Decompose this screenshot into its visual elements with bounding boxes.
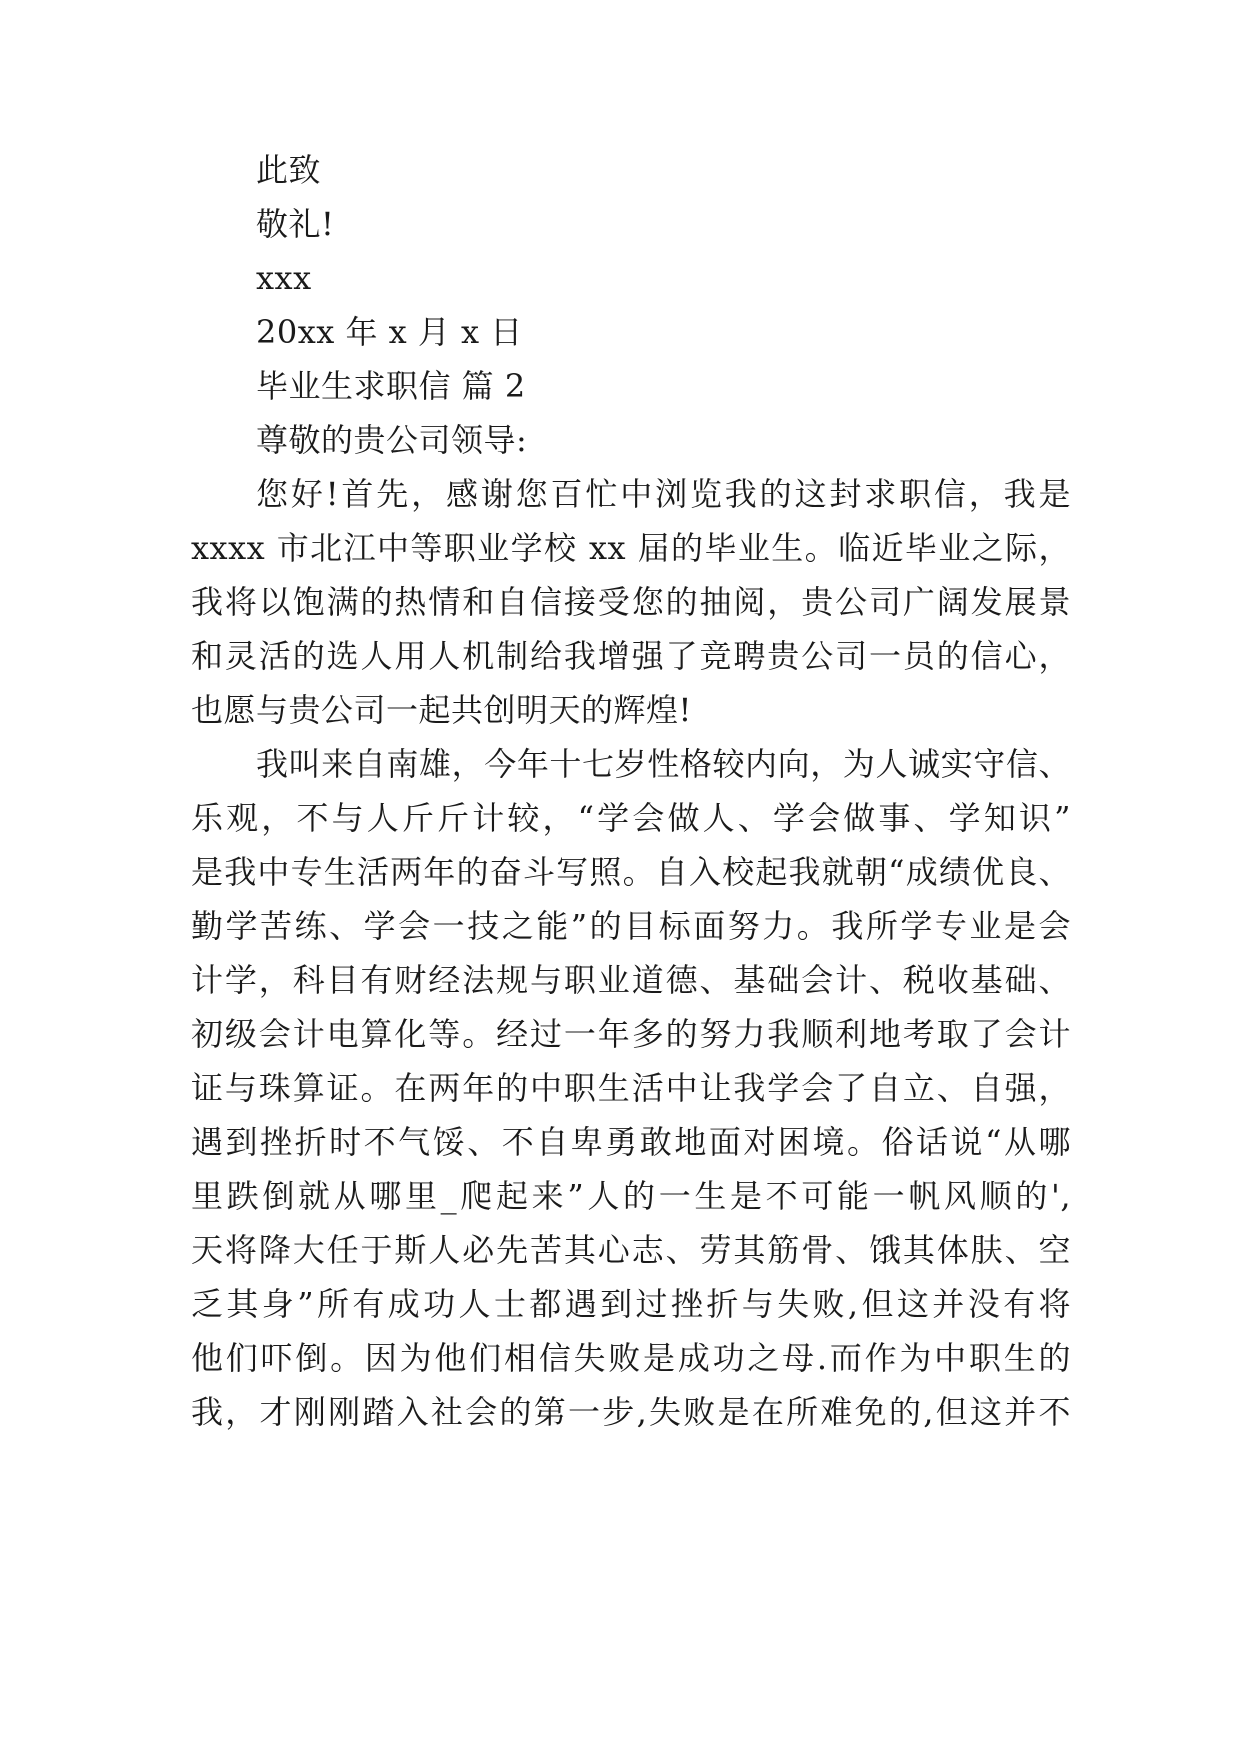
- closing-salutation-2: 敬礼!: [256, 205, 335, 243]
- paragraph-line: 也愿与贵公司一起共创明天的辉煌!: [191, 691, 692, 729]
- paragraph-line: xxxx 市北江中等职业学校 xx 届的毕业生。临近毕业之际，: [191, 529, 1071, 567]
- paragraph-line: 里跌倒就从哪里_爬起来”人的一生是不可能一帆风顺的',: [191, 1177, 1071, 1215]
- paragraph-line: 乐观，不与人斤斤计较，“学会做人、学会做事、学知识”: [191, 799, 1071, 837]
- section-title: 毕业生求职信 篇 2: [256, 367, 526, 405]
- closing-salutation-1: 此致: [256, 151, 322, 189]
- letter-date: 20xx 年 x 月 x 日: [256, 313, 523, 351]
- letter-greeting: 尊敬的贵公司领导:: [256, 421, 528, 459]
- paragraph-line: 天将降大任于斯人必先苦其心志、劳其筋骨、饿其体肤、空: [191, 1231, 1071, 1269]
- paragraph-line: 证与珠算证。在两年的中职生活中让我学会了自立、自强，: [191, 1069, 1071, 1107]
- paragraph-line: 我，才刚刚踏入社会的第一步,失败是在所难免的,但这并不: [191, 1393, 1071, 1431]
- paragraph-line: 他们吓倒。因为他们相信失败是成功之母.而作为中职生的: [191, 1339, 1071, 1377]
- paragraph-line: 是我中专生活两年的奋斗写照。自入校起我就朝“成绩优良、: [191, 853, 1071, 891]
- paragraph-line: 我将以饱满的热情和自信接受您的抽阅，贵公司广阔发展景: [191, 583, 1071, 621]
- paragraph-line: 遇到挫折时不气馁、不自卑勇敢地面对困境。俗话说“从哪: [191, 1123, 1071, 1161]
- paragraph-line: 初级会计电算化等。经过一年多的努力我顺利地考取了会计: [191, 1015, 1071, 1053]
- paragraph-line: 勤学苦练、学会一技之能”的目标面努力。我所学专业是会: [191, 907, 1071, 945]
- paragraph-line: 我叫来自南雄，今年十七岁性格较内向，为人诚实守信、: [256, 745, 1071, 783]
- paragraph-line: 和灵活的选人用人机制给我增强了竞聘贵公司一员的信心，: [191, 637, 1071, 675]
- paragraph-line: 计学，科目有财经法规与职业道德、基础会计、税收基础、: [191, 961, 1071, 999]
- signature: xxx: [256, 259, 312, 297]
- paragraph-line: 您好!首先，感谢您百忙中浏览我的这封求职信，我是: [256, 475, 1071, 513]
- paragraph-line: 乏其身”所有成功人士都遇到过挫折与失败,但这并没有将: [191, 1285, 1071, 1323]
